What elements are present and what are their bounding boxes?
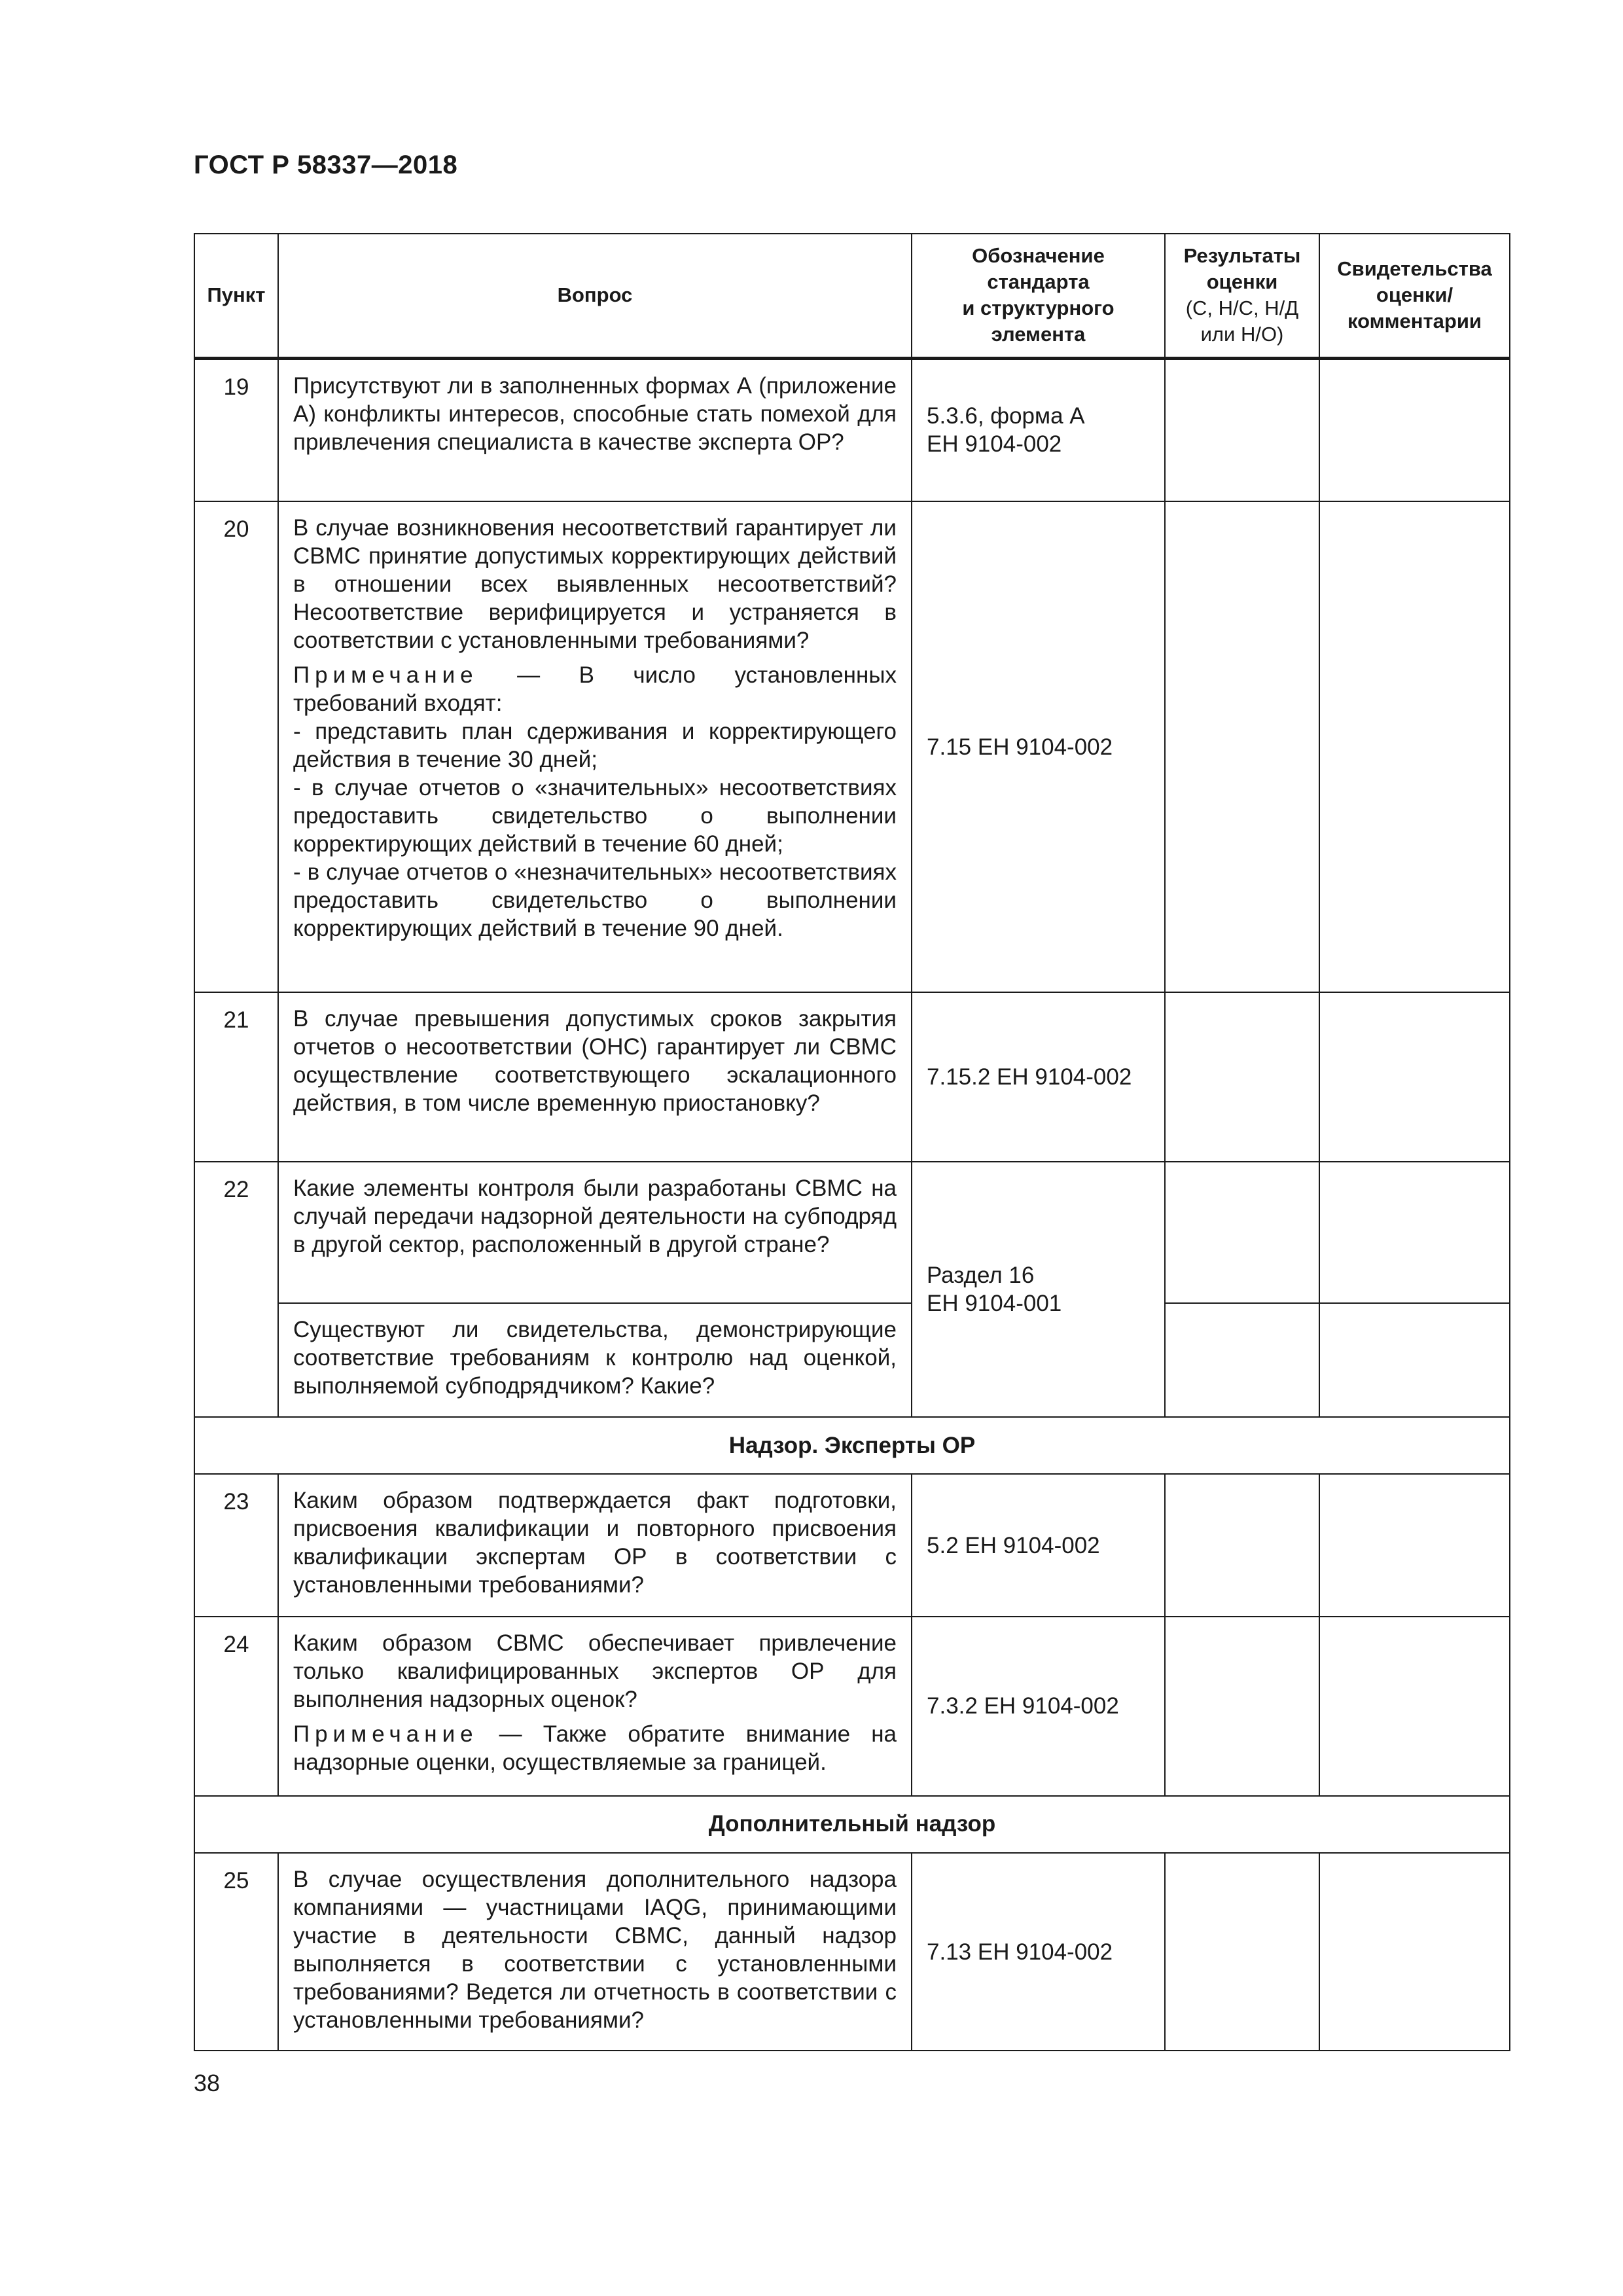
question-cell [278,1617,912,1796]
question-cell [278,358,912,501]
table-row [194,501,1510,992]
note-line: - в случае отчетов о «значительных» несоответствиях предоставить свидетельство о выполнении корректирующих действий в течение 60 дней; [293,775,897,857]
table-row [194,1303,1510,1417]
note-line: - в случае отчетов о «незначительных» несоответствиях предоставить свидетельство о выполнении корректирующих действий в течение 90 дней. [293,859,897,942]
note-label: Примечание [293,662,478,689]
standard-cell [912,1162,1165,1417]
standard-cell: 5.2 ЕН 9104-002 [912,1474,1165,1616]
question-cell [278,501,912,992]
table-row [194,358,1510,501]
header-standard [912,234,1165,358]
evidence-cell[interactable] [1319,1617,1510,1796]
question-text: Присутствуют ли в заполненных формах А (приложение А) конфликты интересов, способные стать помехой для привлечения специалиста в качестве эксперта ОР? [293,372,897,455]
item-number: 23 [194,1474,278,1616]
evidence-cell[interactable] [1319,1474,1510,1616]
section-heading: Надзор. Эксперты ОР [194,1417,1510,1475]
standard-line: Раздел 16 [927,1262,1035,1288]
item-number: 21 [194,992,278,1162]
question-cell [278,1303,912,1417]
question-text: Каким образом СВМС обеспечивает привлечение только квалифицированных экспертов ОР для выполнения надзорных оценок? [293,1630,897,1712]
standard-cell: 7.13 ЕН 9104-002 [912,1853,1165,2051]
header-item: Пункт [194,234,278,358]
table-row [194,1853,1510,2051]
item-number: 22 [194,1162,278,1417]
item-number: 24 [194,1617,278,1796]
standard-line: 5.3.6, форма А [927,403,1085,429]
header-results-sub: или Н/О) [1200,323,1284,346]
table-row [194,992,1510,1162]
header-results-line: оценки [1206,270,1278,294]
document-title: ГОСТ Р 58337—2018 [194,151,458,179]
section-heading: Дополнительный надзор [194,1796,1510,1854]
evidence-cell[interactable] [1319,1303,1510,1417]
section-row [194,1417,1510,1475]
standard-cell: 7.3.2 ЕН 9104-002 [912,1617,1165,1796]
standard-line: ЕН 9104-002 [927,431,1062,457]
question-text: Существуют ли свидетельства, демонстрирующие соответствие требованиям к контролю над оценкой, выполняемой субподрядчиком? Какие? [293,1316,897,1399]
results-cell[interactable] [1165,992,1319,1162]
header-standard-line: Обозначение [972,244,1105,268]
question-cell [278,992,912,1162]
results-cell[interactable] [1165,1617,1319,1796]
standard-cell: 7.15 ЕН 9104-002 [912,501,1165,992]
item-number: 20 [194,501,278,992]
evidence-cell[interactable] [1319,358,1510,501]
question-text: Какие элементы контроля были разработаны СВМС на случай передачи надзорной деятельности на субподряд в другой сектор, расположенный в другой стране? [293,1175,897,1257]
question-text: В случае возникновения несоответствий гарантирует ли СВМС принятие допустимых корректирующих действий в отношении всех выявленных несоответствий? Несоответствие верифицируется и устраняется в соответствии с установленными требованиями? [293,515,897,654]
header-results-sub: (С, Н/С, Н/Д [1185,296,1299,320]
item-number: 19 [194,358,278,501]
note-label: Примечание [293,1721,478,1747]
page-number: 38 [194,2070,221,2096]
header-question: Вопрос [278,234,912,358]
question-note [293,661,897,942]
note-line: - представить план сдерживания и корректирующего действия в течение 30 дней; [293,719,897,773]
evidence-cell[interactable] [1319,1162,1510,1303]
header-evidence-line: Свидетельства [1337,257,1492,281]
results-cell[interactable] [1165,1853,1319,2051]
standard-line: ЕН 9104-001 [927,1290,1062,1316]
question-cell [278,1474,912,1616]
table-row [194,1474,1510,1616]
note-text: — Также обратите внимание на надзорные оценки, осуществляемые за границей. [293,1721,897,1775]
table-row [194,1617,1510,1796]
item-number: 25 [194,1853,278,2051]
evidence-cell[interactable] [1319,992,1510,1162]
question-note [293,1720,897,1776]
header-standard-line: стандарта [987,270,1090,294]
results-cell[interactable] [1165,1474,1319,1616]
results-cell[interactable] [1165,1162,1319,1303]
question-text: Каким образом подтверждается факт подготовки, присвоения квалификации и повторного присвоения квалификации экспертам ОР в соответствии с установленными требованиями? [293,1488,897,1598]
question-cell [278,1162,912,1303]
header-standard-line: элемента [991,323,1086,346]
question-cell [278,1853,912,2051]
section-row [194,1796,1510,1854]
results-cell[interactable] [1165,358,1319,501]
header-evidence [1319,234,1510,358]
table-row [194,1162,1510,1303]
table-header-row [194,234,1510,358]
question-text: В случае превышения допустимых сроков закрытия отчетов о несоответствии (ОНС) гарантирует ли СВМС осуществление соответствующего эскалационного действия, в том числе временную приостановку? [293,1005,897,1116]
header-results-line: Результаты [1183,244,1301,268]
standard-cell [912,358,1165,501]
note-line: — В число установленных требований входят: [293,662,897,717]
results-cell[interactable] [1165,501,1319,992]
evidence-cell[interactable] [1319,1853,1510,2051]
question-text: В случае осуществления дополнительного надзора компаниями — участницами IAQG, принимающими участие в деятельности СВМС, данный надзор выполняется в соответствии с установленными требованиями? Ведется ли отчетность в соответствии с установленными требованиями? [293,1867,897,2034]
header-evidence-line: комментарии [1347,310,1482,333]
header-standard-line: и структурного [962,296,1115,320]
results-cell[interactable] [1165,1303,1319,1417]
header-results [1165,234,1319,358]
header-evidence-line: оценки/ [1376,283,1454,307]
evidence-cell[interactable] [1319,501,1510,992]
standard-cell: 7.15.2 ЕН 9104-002 [912,992,1165,1162]
assessment-table [194,233,1510,2051]
